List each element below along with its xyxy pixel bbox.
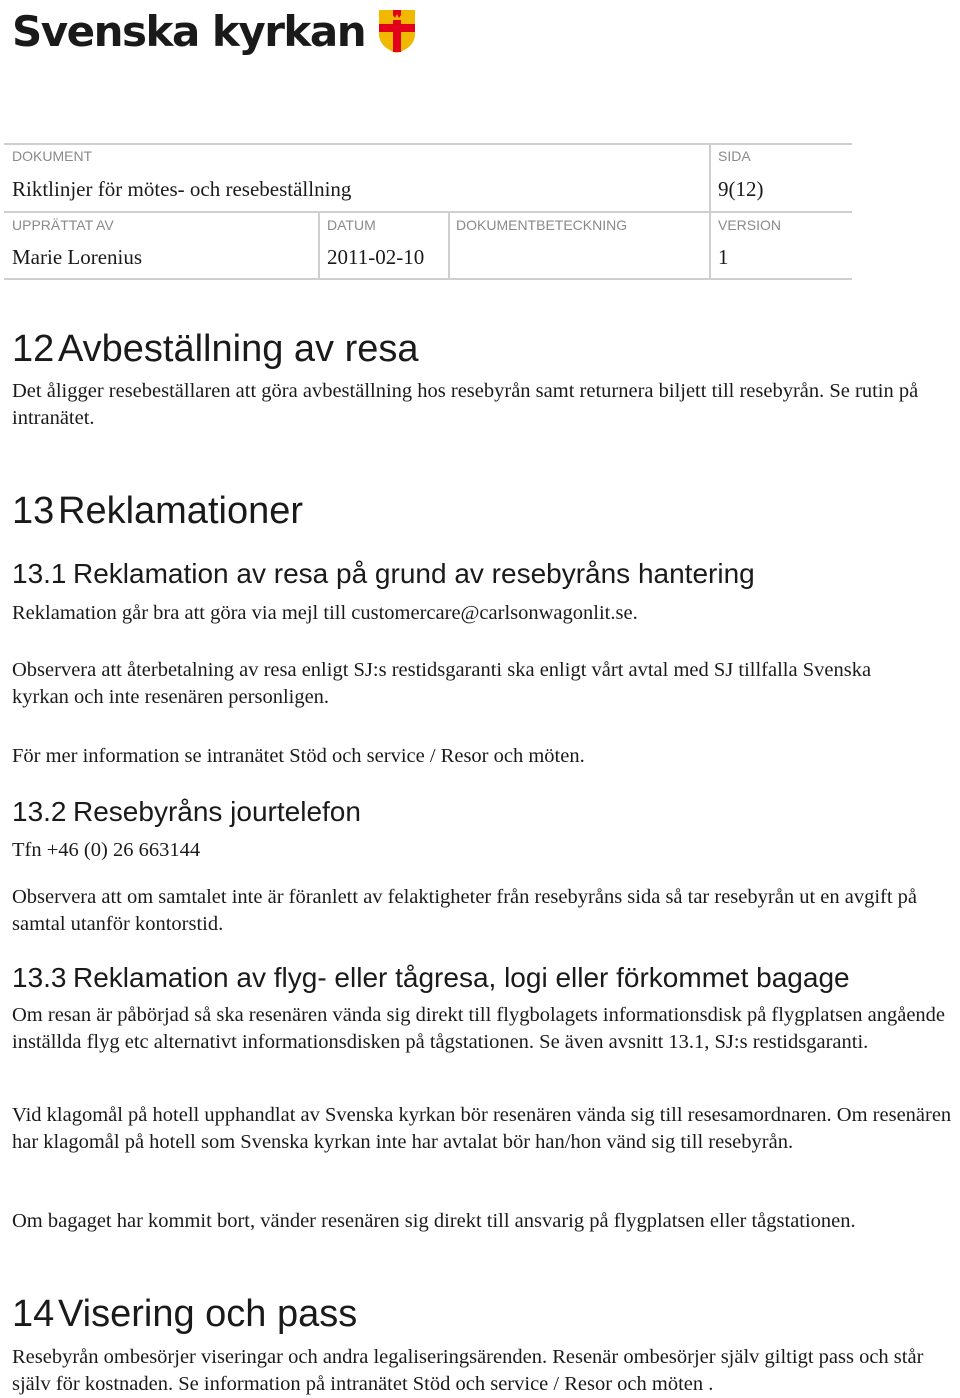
header-divider: [709, 143, 711, 280]
version-label: VERSION: [718, 217, 782, 233]
section-number: 13.3: [12, 962, 67, 993]
header-bottom-rule: [4, 278, 852, 280]
upprattat-value: Marie Lorenius: [12, 245, 143, 269]
section-number: 12: [12, 328, 55, 370]
section-title: Visering och pass: [58, 1293, 358, 1335]
version-value: 1: [718, 245, 729, 269]
datum-label: DATUM: [327, 217, 376, 233]
dokument-label: DOKUMENT: [12, 148, 93, 164]
upprattat-label: UPPRÄTTAT AV: [12, 217, 114, 233]
section-13-1-paragraph-1: Reklamation går bra att göra via mejl till customercare@carlsonwagonlit.se.: [12, 602, 638, 624]
dokument-value: Riktlinjer för mötes- och resebeställning: [12, 177, 352, 201]
section-number: 14: [12, 1293, 55, 1335]
section-13-2-paragraph-1: Tfn +46 (0) 26 663144: [12, 839, 201, 861]
section-13-heading: [12, 490, 303, 533]
section-13-3-paragraph-1: Om resan är påbörjad så ska resenären vända sig direkt till flygbolagets informationsdisk på flygplatsen angående inställda flyg etc alternativt informationsdisken på tågstationen. Se även avsnitt 13.1, SJ:s restidsgaranti.: [12, 1004, 946, 1053]
datum-value: 2011-02-10: [327, 245, 425, 269]
section-number: 13.1: [12, 558, 67, 589]
section-13-3-heading: [12, 962, 850, 994]
section-13-3-paragraph-2: Vid klagomål på hotell upphandlat av Svenska kyrkan bör resenären vända sig till resesamordnaren. Om resenären har klagomål på hotell som Svenska kyrkan inte har avtalat bör han/hon vänd sig till resebyrån.: [12, 1104, 952, 1153]
dokumentbeteckning-label: DOKUMENTBETECKNING: [456, 217, 628, 233]
section-13-2-paragraph-2: Observera att om samtalet inte är föranlett av felaktigheter från resebyråns sida så tar resebyrån ut en avgift på samtal utanför kontorstid.: [12, 886, 918, 935]
section-number: 13: [12, 490, 55, 532]
header-divider: [318, 211, 320, 280]
section-13-1-paragraph-2: Observera att återbetalning av resa enligt SJ:s restidsgaranti ska enligt vårt avtal med SJ tillfalla Svenska kyrkan och inte resenären personligen.: [12, 659, 872, 708]
section-title: Reklamation av resa på grund av resebyråns hantering: [73, 558, 755, 589]
sida-label: SIDA: [718, 148, 751, 164]
section-title: Avbeställning av resa: [58, 328, 419, 370]
sida-value: 9(12): [718, 177, 764, 201]
section-14-paragraph: Resebyrån ombesörjer viseringar och andra legaliseringsärenden. Resenär ombesörjer själv giltigt pass och står själv för kostnaden. Se information på intranätet Stöd och service / Resor och möten .: [12, 1346, 924, 1395]
section-13-1-paragraph-3: För mer information se intranätet Stöd och service / Resor och möten.: [12, 745, 585, 767]
section-13-2-heading: [12, 796, 361, 828]
section-title: Reklamationer: [58, 490, 303, 532]
section-title: Reklamation av flyg- eller tågresa, logi eller förkommet bagage: [73, 962, 850, 993]
logo-text: Svenska kyrkan: [12, 6, 366, 56]
section-13-3-paragraph-3: Om bagaget har kommit bort, vänder resenären sig direkt till ansvarig på flygplatsen eller tågstationen.: [12, 1210, 856, 1232]
svenska-kyrkan-logo: [12, 4, 417, 58]
header-divider: [448, 211, 450, 280]
header-middle-rule: [4, 211, 852, 213]
section-number: 13.2: [12, 796, 67, 827]
section-14-heading: [12, 1293, 357, 1336]
header-top-rule: [4, 143, 852, 145]
section-12-heading: [12, 328, 419, 371]
section-12-paragraph: Det åligger resebeställaren att göra avbeställning hos resebyrån samt returnera biljett till resebyrån. Se rutin på intranätet.: [12, 380, 919, 429]
section-13-1-heading: [12, 558, 755, 590]
coat-of-arms-icon: [377, 8, 417, 54]
section-title: Resebyråns jourtelefon: [73, 796, 361, 827]
